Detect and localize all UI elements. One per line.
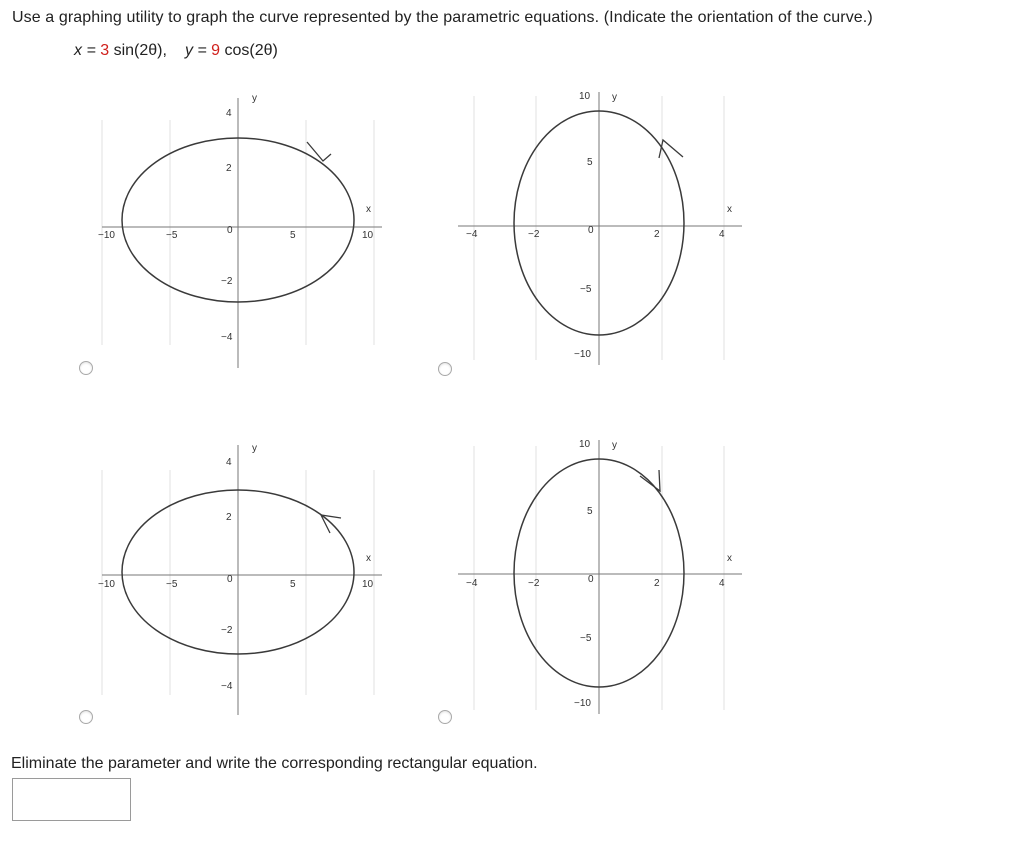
x-tick-label: 0: [227, 574, 233, 585]
y-tick-label: −4: [221, 681, 233, 692]
graph-option-c: [95, 435, 395, 720]
y-tick-label: −2: [221, 276, 233, 287]
x-tick-label: 0: [227, 225, 233, 236]
y-tick-label: −4: [221, 332, 233, 343]
x-tick-label: 4: [719, 229, 725, 240]
y-axis-label-a: y: [252, 93, 257, 104]
x-tick-label: −2: [528, 229, 540, 240]
y-equation-lhs: y =: [184, 42, 212, 59]
x-tick-label: −10: [98, 230, 115, 241]
x-tick-label: 0: [588, 574, 594, 585]
y-tick-label: 10: [579, 91, 591, 102]
x-tick-label: 5: [290, 230, 296, 241]
y-tick-label: −2: [221, 625, 233, 636]
orientation-arrow-a: [307, 142, 331, 161]
graph-b-svg: [455, 85, 755, 370]
x-tick-label: −10: [98, 579, 115, 590]
prompt-text: Eliminate the parameter and write the corresponding rectangular equation.: [11, 755, 538, 772]
graph-option-a: [95, 90, 395, 375]
y-tick-label: −5: [580, 633, 592, 644]
y-tick-label: −10: [574, 698, 591, 709]
x-axis-label-b: x: [727, 204, 732, 215]
y-tick-label: 4: [226, 457, 232, 468]
y-axis-label-b: y: [612, 92, 617, 103]
x-tick-label: 2: [654, 229, 660, 240]
parametric-equations: [74, 42, 278, 60]
x-coefficient: 3: [100, 42, 110, 59]
y-tick-label: 2: [226, 163, 232, 174]
x-tick-label: 10: [362, 579, 374, 590]
y-tick-label: −5: [580, 284, 592, 295]
graph-d-svg: [455, 435, 755, 720]
y-equation-rhs: cos(2θ): [220, 42, 278, 59]
x-equation-rhs: sin(2θ),: [109, 42, 167, 59]
x-axis-label-d: x: [727, 553, 732, 564]
x-tick-label: 2: [654, 578, 660, 589]
x-tick-label: 0: [588, 225, 594, 236]
radio-option-a[interactable]: [79, 361, 93, 375]
x-tick-label: −5: [166, 579, 178, 590]
y-tick-label: 10: [579, 439, 591, 450]
x-tick-label: −4: [466, 229, 478, 240]
y-tick-label: 4: [226, 108, 232, 119]
y-tick-label: 5: [587, 506, 593, 517]
orientation-arrow-d: [640, 470, 660, 491]
x-tick-label: −5: [166, 230, 178, 241]
radio-option-b[interactable]: [438, 362, 452, 376]
y-axis-label-c: y: [252, 443, 257, 454]
x-equation-lhs: x =: [74, 42, 101, 59]
x-tick-label: −4: [466, 578, 478, 589]
graph-option-b: [455, 85, 755, 370]
graph-option-d: [455, 435, 755, 720]
x-tick-label: 10: [362, 230, 374, 241]
radio-option-c[interactable]: [79, 710, 93, 724]
y-tick-label: −10: [574, 349, 591, 360]
y-coefficient: 9: [211, 42, 221, 59]
graph-a-svg: [95, 90, 395, 375]
x-tick-label: 4: [719, 578, 725, 589]
radio-option-d[interactable]: [438, 710, 452, 724]
question-text: Use a graphing utility to graph the curve represented by the parametric equations. (Indicate the orientation of the curve.): [12, 9, 873, 26]
y-tick-label: 2: [226, 512, 232, 523]
x-axis-label-a: x: [366, 204, 371, 215]
answer-input[interactable]: [12, 778, 131, 821]
y-tick-label: 5: [587, 157, 593, 168]
y-axis-label-d: y: [612, 440, 617, 451]
x-tick-label: 5: [290, 579, 296, 590]
x-axis-label-c: x: [366, 553, 371, 564]
graph-c-svg: [95, 435, 395, 720]
x-tick-label: −2: [528, 578, 540, 589]
